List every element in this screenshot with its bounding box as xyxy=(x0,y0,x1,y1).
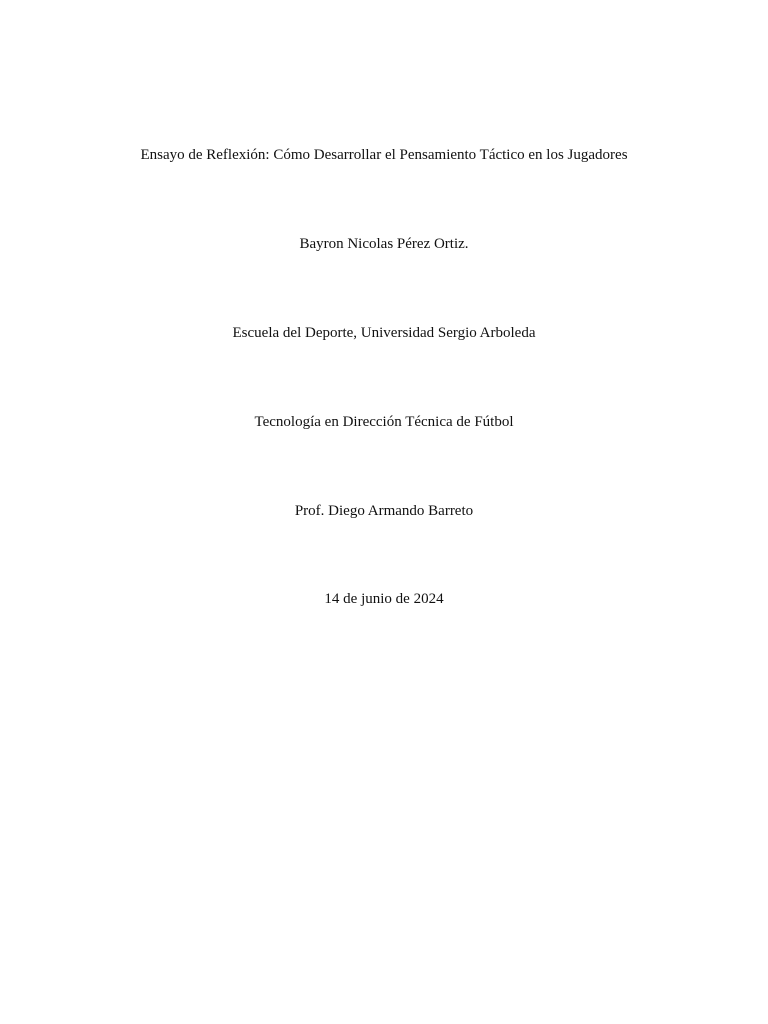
essay-title: Ensayo de Reflexión: Cómo Desarrollar el Pensamiento Táctico en los Jugadores xyxy=(140,147,628,163)
document-date: 14 de junio de 2024 xyxy=(324,591,444,607)
author-name: Bayron Nicolas Pérez Ortiz. xyxy=(299,236,469,252)
institution: Escuela del Deporte, Universidad Sergio Arboleda xyxy=(232,325,536,341)
professor-name: Prof. Diego Armando Barreto xyxy=(294,503,474,519)
program-name: Tecnología en Dirección Técnica de Fútbol xyxy=(254,414,514,430)
